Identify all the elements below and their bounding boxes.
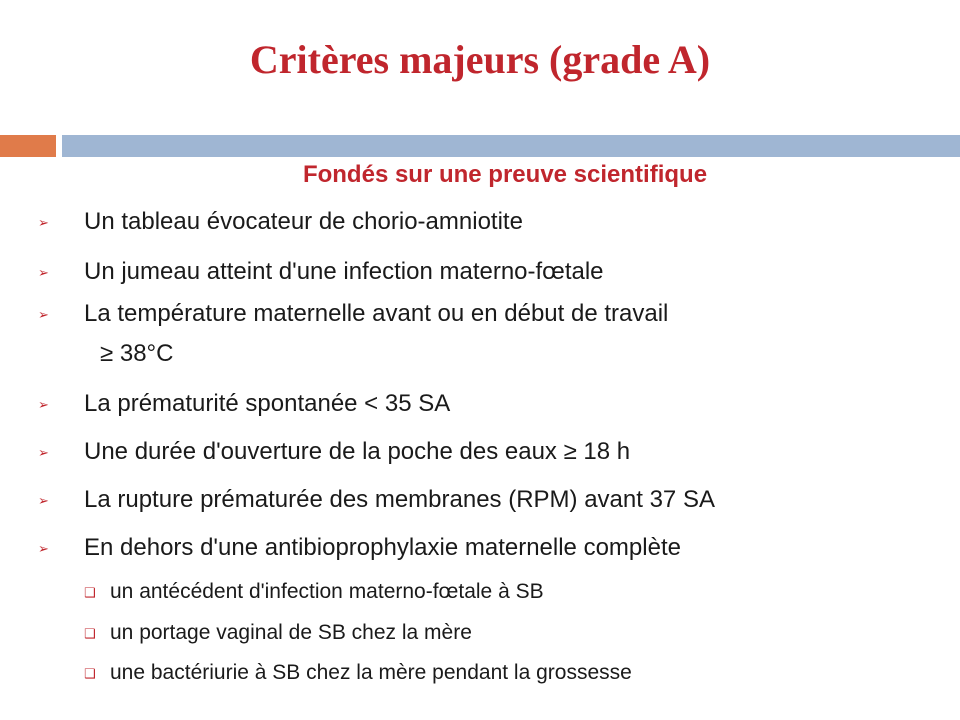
bullet-text: Une durée d'ouverture de la poche des eaux ≥ 18 h bbox=[84, 438, 631, 465]
square-bullet-icon: ❑ bbox=[84, 585, 96, 600]
square-bullet-icon: ❑ bbox=[84, 626, 96, 641]
square-bullet-icon: ❑ bbox=[84, 666, 96, 681]
arrow-bullet-icon: ➢ bbox=[38, 265, 49, 280]
bullet-text-continuation: ≥ 38°C bbox=[100, 340, 174, 367]
arrow-bullet-icon: ➢ bbox=[38, 215, 49, 230]
arrow-bullet-icon: ➢ bbox=[38, 307, 49, 322]
bullet-text: En dehors d'une antibioprophylaxie maternelle complète bbox=[84, 534, 681, 561]
sub-bullet-text: un portage vaginal de SB chez la mère bbox=[110, 621, 472, 644]
bullet-text: Un tableau évocateur de chorio-amniotite bbox=[84, 208, 523, 235]
sub-bullet-text: un antécédent d'infection materno-fœtale à SB bbox=[110, 580, 544, 603]
arrow-bullet-icon: ➢ bbox=[38, 445, 49, 460]
arrow-bullet-icon: ➢ bbox=[38, 397, 49, 412]
arrow-bullet-icon: ➢ bbox=[38, 493, 49, 508]
slide-title: Critères majeurs (grade A) bbox=[249, 37, 711, 82]
sub-bullet-text: une bactériurie à SB chez la mère pendant la grossesse bbox=[110, 661, 632, 684]
bullet-text: La rupture prématurée des membranes (RPM) avant 37 SA bbox=[84, 486, 715, 513]
bullet-text: La prématurité spontanée < 35 SA bbox=[84, 390, 451, 417]
bullet-text: Un jumeau atteint d'une infection materno-fœtale bbox=[84, 258, 604, 285]
bullet-text: La température maternelle avant ou en début de travail bbox=[84, 300, 669, 327]
arrow-bullet-icon: ➢ bbox=[38, 541, 49, 556]
slide-subtitle: Fondés sur une preuve scientifique bbox=[302, 161, 708, 188]
